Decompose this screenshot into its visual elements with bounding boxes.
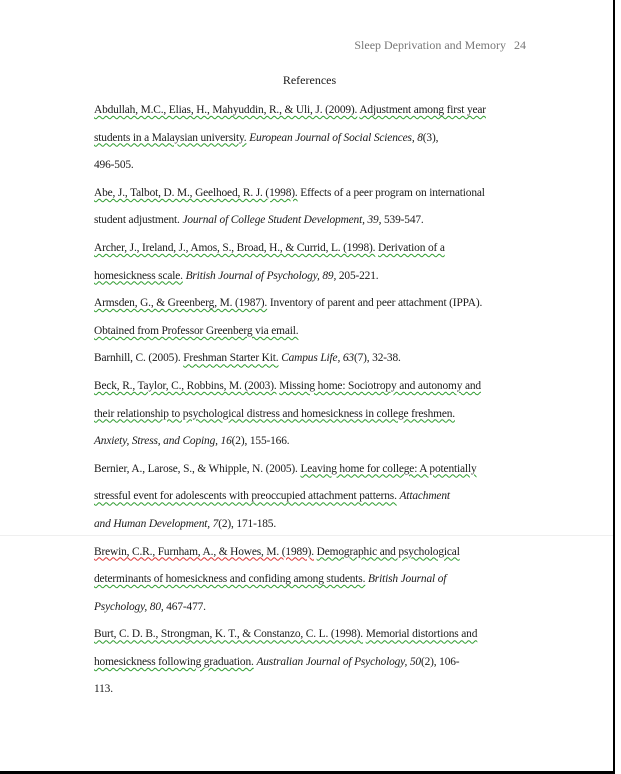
reference-authors: Beck, R., Taylor, C., Robbins, M. (2003). <box>94 379 277 392</box>
reference-entry <box>94 235 524 290</box>
reference-entry <box>94 373 524 456</box>
reference-journal-part: and Human Development, 7 <box>94 517 219 530</box>
reference-article-part: student adjustment. <box>94 214 180 227</box>
reference-details: 467-477. <box>163 600 206 613</box>
reference-entry <box>94 180 524 235</box>
reference-journal-part: Psychology, 80, <box>94 600 164 613</box>
reference-details: Obtained from Professor Greenberg via email. <box>94 324 299 337</box>
reference-entry <box>94 97 524 180</box>
reference-article: Freshman Starter Kit. <box>183 352 279 365</box>
reference-journal: Journal of College Student Development, 39, <box>182 214 382 227</box>
reference-entry <box>94 290 524 345</box>
reference-article-part: Adjustment among first year <box>359 104 486 116</box>
page-border-right <box>613 0 615 774</box>
running-header <box>354 38 526 53</box>
reference-details: (7), 32-38. <box>353 352 401 365</box>
reference-authors: Barnhill, C. (2005). <box>94 352 181 365</box>
reference-article-part: stressful event for adolescents with preoccupied attachment patterns. <box>94 490 397 503</box>
reference-entry <box>94 456 524 539</box>
reference-details: 539-547. <box>381 214 424 227</box>
page-number: 24 <box>514 38 526 52</box>
reference-authors: Armsden, G., & Greenberg, M. (1987). <box>94 297 268 310</box>
reference-article-part: Demographic and psychological <box>316 545 460 558</box>
reference-article-part: homesickness following graduation. <box>94 655 254 668</box>
reference-article-part: Effects of a peer program on international <box>300 186 485 199</box>
reference-list <box>94 97 524 704</box>
reference-authors: Brewin, C.R., Furnham, A., & Howes, M. (1989). <box>94 545 314 558</box>
reference-authors: Abe, J., Talbot, D. M., Geelhoed, R. J. (1998). <box>94 186 298 199</box>
reference-authors: Bernier, A., Larose, S., & Whipple, N. (2005). <box>94 462 298 475</box>
reference-journal: European Journal of Social Sciences, 8 <box>249 131 423 144</box>
reference-details: (3), <box>422 131 439 144</box>
reference-article-part: Leaving home for college: A potentially <box>300 462 477 475</box>
running-head-title: Sleep Deprivation and Memory <box>354 38 506 52</box>
reference-journal: British Journal of Psychology, 89, <box>185 269 337 282</box>
reference-journal: Australian Journal of Psychology, 50 <box>256 655 421 668</box>
reference-details: (2), 171-185. <box>218 517 277 530</box>
reference-article-part: Derivation of a <box>378 241 445 254</box>
reference-details: 113. <box>94 683 113 696</box>
reference-entry <box>94 539 524 622</box>
reference-journal-part: Attachment <box>399 490 450 503</box>
reference-article-part: determinants of homesickness and confiding among students. <box>94 573 366 586</box>
reference-journal: Anxiety, Stress, and Coping, 16 <box>94 435 232 448</box>
reference-article-part: Memorial distortions and <box>365 628 478 641</box>
reference-details: 496-505. <box>94 159 134 172</box>
reference-article-part: Missing home: Sociotropy and autonomy and <box>279 379 481 392</box>
reference-article-part: their relationship to psychological distress and homesickness in college freshmen. <box>94 407 455 420</box>
reference-details: 205-221. <box>336 269 379 282</box>
reference-journal: Campus Life, 63 <box>281 352 354 365</box>
reference-details: (2), 106- <box>420 655 460 668</box>
reference-authors: Archer, J., Ireland, J., Amos, S., Broad, H., & Currid, L. (1998). <box>94 241 376 254</box>
reference-article-part: students in a Malaysian university. <box>94 131 247 144</box>
reference-details: (2), 155-166. <box>231 435 290 448</box>
references-heading: References <box>282 73 337 87</box>
reference-journal-part: British Journal of <box>367 573 447 586</box>
reference-authors: Abdullah, M.C., Elias, H., Mahyuddin, R., & Uli, J. (2009). <box>94 104 358 116</box>
reference-entry <box>94 621 524 704</box>
reference-article: Inventory of parent and peer attachment (IPPA). <box>269 297 483 310</box>
reference-authors: Burt, C. D. B., Strongman, K. T., & Constanzo, C. L. (1998). <box>94 628 364 641</box>
reference-entry <box>94 345 524 373</box>
reference-article-part: homesickness scale. <box>94 269 183 282</box>
